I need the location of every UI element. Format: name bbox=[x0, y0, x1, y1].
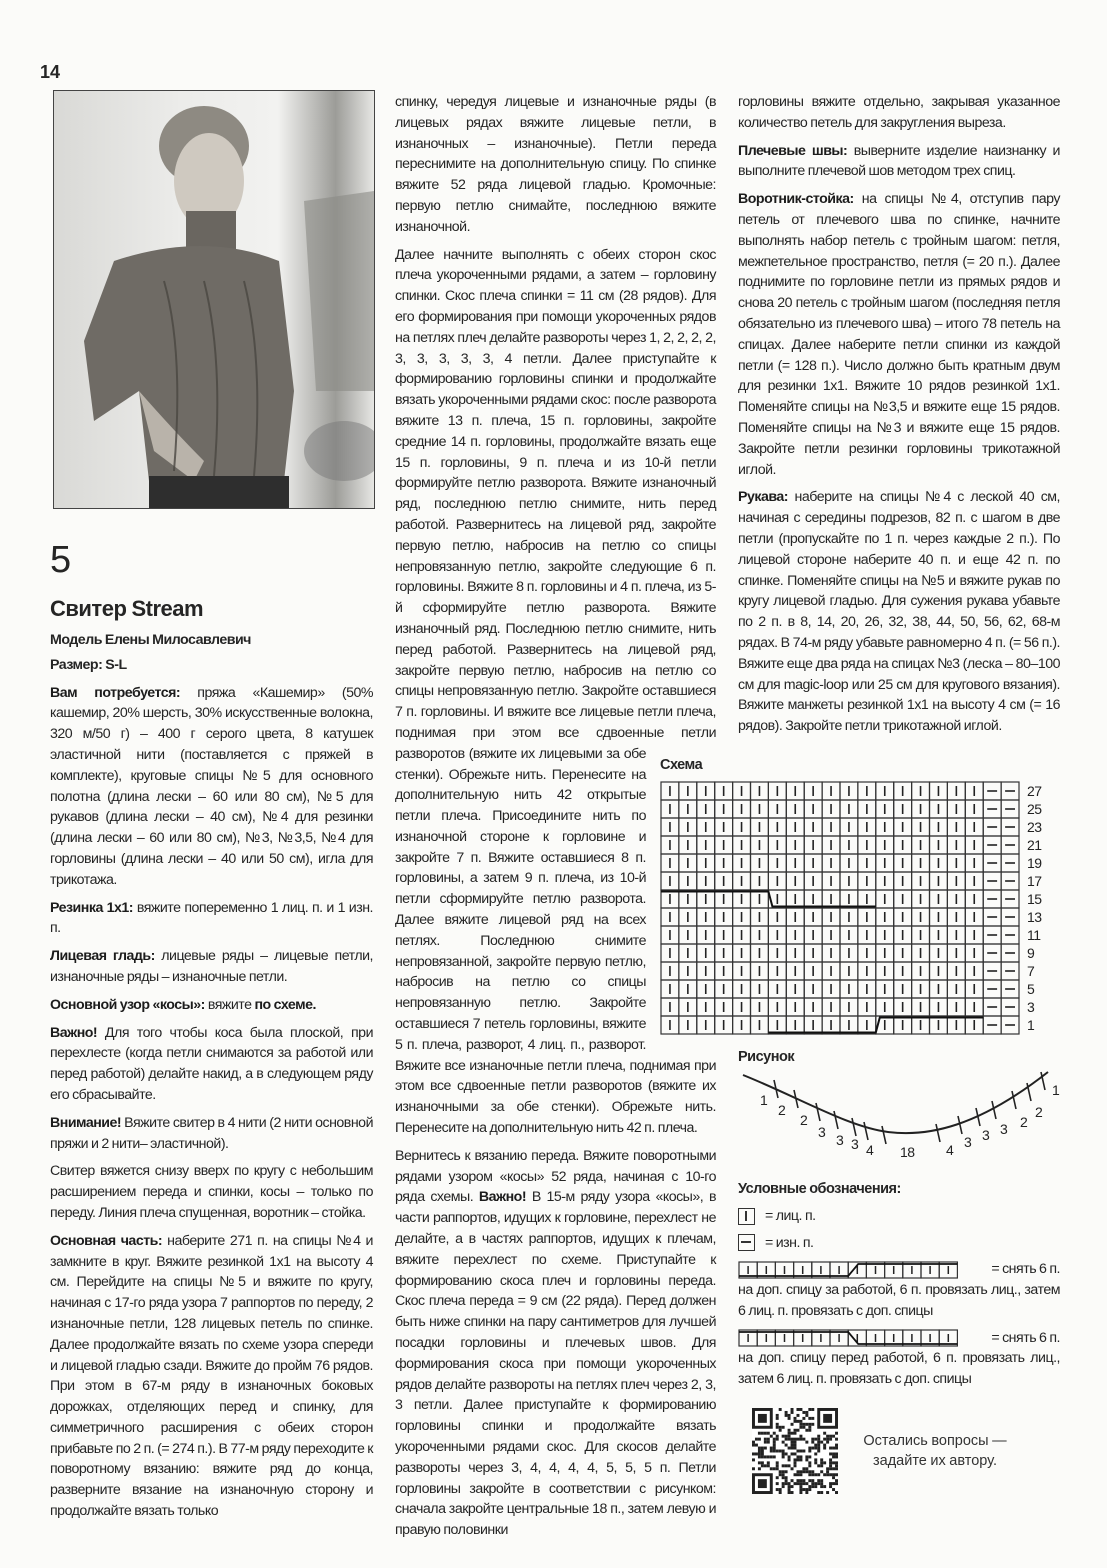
page-number: 14 bbox=[40, 62, 61, 82]
back-paragraph: спинку, чередуя лицевые и изнаночные ряды (в лицевых рядах вяжите лицевые петли, в изнаночных – изнаночные). Петли переда переснимите на дополнительную спицу. По спинке вяжите 52 ряда лицевой гладью. Кромочные: первую петлю снимайте, последнюю вяжите изнаночной. bbox=[395, 94, 716, 235]
collar-paragraph: Воротник-стойка: на спицы №4, отступив пару петель от плечевого шва по спинке, начните выполнять набор петель с тройным шагом: петля, межпетельное пространство, петля (= 20 п.). Далее поднимите по горловине петли из прямых рядов и снова 20 петель с тройным шагом (последняя петля обязательно из плечевого шва) – итого 78 петель на спицах. Далее наберите петли спинки из каждой петли (= 128 п.). Число должно быть кратным двум для резинки 1х1. Вяжите 10 рядов резинкой 1х1. Поменяйте спицы на №3,5 и вяжите еще 15 рядов. Поменяйте спицы на №3 и вяжите еще 15 рядов. Закройте петли резинки горловины трикотажной иглой. bbox=[738, 191, 1060, 478]
neckline-label: 3 bbox=[836, 1131, 844, 1148]
neckline-paragraph: горловины вяжите отдельно, закрывая указанное количество петель для закругления выреза. bbox=[738, 94, 1060, 131]
neckline-label: 4 bbox=[866, 1141, 874, 1158]
schema-title: Схема bbox=[660, 756, 703, 773]
stockinette-paragraph: Лицевая гладь: лицевые ряды – лицевые петли, изнаночные ряды – изнаночные петли. bbox=[50, 948, 373, 985]
neckline-tick bbox=[816, 1103, 820, 1121]
neckline-label: 3 bbox=[982, 1126, 990, 1143]
woman-in-sweater-image bbox=[54, 91, 374, 508]
neckline-label: 3 bbox=[818, 1123, 826, 1140]
neckline-label: 3 bbox=[851, 1135, 859, 1152]
drawing-title: Рисунок bbox=[738, 1048, 795, 1065]
neckline-label: 3 bbox=[964, 1133, 972, 1150]
row-label: 19 bbox=[1027, 854, 1042, 871]
legend-title: Условные обозначения: bbox=[738, 1180, 901, 1197]
attention-paragraph: Внимание! Вяжите свитер в 4 нити (2 нити основной пряжи и 2 нити– эластичной). bbox=[50, 1114, 373, 1152]
qr-block bbox=[738, 1408, 1060, 1494]
neckline-label: 2 bbox=[800, 1111, 808, 1128]
main-part-paragraph: Основная часть: наберите 271 п. на спицы №4 и замкните в круг. Вяжите резинкой 1х1 на высоту 4 см. Перейдите на спицы №5 и вяжите по кругу, начиная с 17-го ряда узора 7 раппортов по переду, 2 изнаночные петли, 128 лицевых петель по спинке. Далее продолжайте вязать по схеме узора спереди и лицевой гладью сзади. Вяжите до пройм 76 рядов. При этом в 67-м ряду в изнаночных боковых дорожках, отделяющих перед и спинку, для симметричного расширения с обеих сторон прибавьте по 2 п. (= 274 п.). В 77-м ряду переходите к поворотному вязанию: вяжите ряд до конца, разверните вязание на изнаночную сторону и продолжайте вязать только bbox=[50, 1232, 373, 1520]
neckline-tick bbox=[1012, 1091, 1016, 1109]
row-label: 27 bbox=[1027, 782, 1042, 799]
important-paragraph: Важно! Для того чтобы коса была плоской, при перехлесте (когда петли снимаются за работой или перед работой) делайте накид, а в следующем ряду его сбрасывайте. bbox=[50, 1024, 373, 1103]
legend bbox=[738, 1179, 1060, 1390]
rib-paragraph: Резинка 1х1: вяжите попеременно 1 лиц. п. и 1 изн. п. bbox=[50, 899, 374, 937]
model-photo bbox=[53, 90, 375, 509]
row-label: 25 bbox=[1027, 800, 1042, 817]
construction-paragraph: Свитер вяжется снизу вверх по кругу с небольшим расширением переда и спинки, косы – только по переду. Линия плеча спущенная, воротник – стойка. bbox=[50, 1163, 373, 1221]
neckline-tick bbox=[958, 1116, 962, 1134]
knit-stitch-icon bbox=[738, 1208, 755, 1225]
model-number: 5 bbox=[50, 539, 72, 581]
row-label: 3 bbox=[1027, 998, 1035, 1015]
purl-stitch-icon bbox=[738, 1234, 755, 1251]
neckline-label: 3 bbox=[1000, 1120, 1008, 1137]
knitting-chart bbox=[660, 781, 1060, 1037]
article-title: Свитер Stream bbox=[50, 596, 204, 621]
row-label: 7 bbox=[1027, 962, 1035, 979]
neckline-tick bbox=[992, 1101, 996, 1119]
legend-cable-back: = снять 6 п. на доп. спицу за работой, 6 п. провязать лиц., затем 6 лиц. п. провязать с доп. спицы bbox=[738, 1261, 1060, 1319]
neckline-label: 2 bbox=[1035, 1103, 1043, 1120]
row-label: 15 bbox=[1027, 890, 1042, 907]
neckline-tick bbox=[936, 1124, 940, 1142]
row-label: 1 bbox=[1027, 1016, 1035, 1033]
right-column bbox=[660, 92, 1060, 1494]
neckline-drawing bbox=[738, 1067, 1068, 1167]
row-label: 11 bbox=[1027, 926, 1041, 943]
row-label: 13 bbox=[1027, 908, 1042, 925]
legend-cable-front: = снять 6 п. на доп. спицу перед работой, 6 п. провязать лиц., затем 6 лиц. п. провязать с доп. спицы bbox=[738, 1329, 1060, 1388]
qr-caption: Остались вопросы — задайте их автору. bbox=[863, 1433, 1007, 1470]
neckline-tick bbox=[882, 1126, 886, 1144]
neckline-label: 2 bbox=[1020, 1113, 1028, 1130]
row-label: 21 bbox=[1027, 836, 1042, 853]
cable-back-icon bbox=[738, 1261, 960, 1279]
qr-code[interactable] bbox=[752, 1408, 838, 1494]
neckline-tick bbox=[834, 1111, 838, 1129]
cable-front-icon bbox=[738, 1329, 960, 1347]
neckline-label: 2 bbox=[778, 1101, 786, 1118]
shoulder-seams-paragraph: Плечевые швы: выверните изделие наизнанку и выполните плечевой шов методом трех спиц. bbox=[738, 142, 1060, 180]
neckline-label: 4 bbox=[946, 1141, 954, 1158]
neckline-tick bbox=[864, 1122, 868, 1140]
row-label: 23 bbox=[1027, 818, 1042, 835]
row-label: 9 bbox=[1027, 944, 1035, 961]
pattern-paragraph: Основной узор «косы»: вяжите по схеме. bbox=[50, 996, 316, 1013]
size: Размер: S-L bbox=[50, 656, 127, 673]
neckline-label: 1 bbox=[1052, 1081, 1060, 1098]
left-column bbox=[50, 596, 373, 1529]
legend-knit: = лиц. п. bbox=[738, 1206, 1060, 1227]
neckline-tick bbox=[852, 1118, 856, 1136]
author: Модель Елены Милосавлевич bbox=[50, 632, 251, 648]
materials-paragraph: Вам потребуется: пряжа «Кашемир» (50% кашемир, 20% шерсть, 30% искусственные волокна, 320 м/50 г) – 400 г серого цвета, 8 катушек эластичной нити (поставляется с пряжей в комплекте), круговые спицы №5 для основного полотна (длина лески – 60 или 80 см), №5 для рукавов (длина лески – 40 см), №4 для резинки (длина лески – 60 или 80 см), №3, №3,5, №4 для горловины (длина лески – 40 или 50 см), игла для трикотажа. bbox=[50, 684, 373, 888]
neckline-label: 1 bbox=[760, 1091, 768, 1108]
row-label: 5 bbox=[1027, 980, 1035, 997]
legend-purl: = изн. п. bbox=[738, 1233, 1060, 1254]
back-shoulder-paragraph: Далее начните выполнять с обеих сторон скос плеча укороченными рядами, а затем – горловину спинки. Скос плеча спинки = 11 см (28 рядов). Для его формирования при помощи укороченных рядов на петлях плеч делайте развороты через 1, 2, 2, 2, 2, 3, 3, 3, 3, 3, 4 петли. Далее приступайте к формированию горловины спинки и продолжайте вязать укороченными рядами скос: после разворота вяжите 13 п. плеча, 15 п. горловины, закройте средние 14 п. горловины, продолжайте вязать еще 15 п. горловины, 9 п. плеча и из 10-й петли формируйте петлю разворота. Вяжите изнаночный ряд, последнюю петлю снимите, нить перед работой. Развернитесь на лицевой ряд, закройте первую петлю, набросив на петлю со спицы непровязанную петлю, закройте следующие 6 п. горловины. Вяжите 8 п. горловины и 4 п. плеча, из 5-й сформируйте петлю разворота. Вяжите изнаночный ряд. Последнюю петлю снимите, нить перед работой. Развернитесь на лицевой ряд, закройте первую петлю, набросив на петлю со спицы непровязанную петлю. Закройте оставшиеся 7 п. горловины. И вяжите все лицевые петли плеча, поднимая при этом все сдвоенные петли разворотов (вяжите их лицевыми за обе стенки). Обрежьте нить. Перенесите на дополнительную нить 42 открытые петли плеча. Присоедините нить по изнаночной стороне к горловине и закройте 7 п. Вяжите оставшиеся 8 п. горловины, а затем 9 п. плеча, из 10-й петли сформируйте петлю разворота. Далее вяжите лицевой ряд на всех петлях. Последнюю снимите непровязанной, закройте первую петлю, набросив на петлю со спицы непровязанную петлю. Закройте оставшиеся 7 петель горловины, вяжите 5 п. плеча, разворот, 4 лиц. п., разворот. Вяжите все изнаночные петли плеча, поднимая при этом все сдвоенные петли разворотов (вяжите их изнаночными за обе стенки). Обрежьте нить. Перенесите на дополнительную нить 42 п. плеча. bbox=[395, 246, 716, 1137]
schema-block bbox=[660, 755, 1060, 1037]
sleeves-paragraph: Рукава: наберите на спицы №4 с леской 40 см, начиная с середины подрезов, 82 п. с шагом в две петли (пропускайте по 1 п. через каждые 2 п.). По лицевой стороне наберите 40 п. и еще 42 п. по спинке. Поменяйте спицы на №5 и вяжите рукав по кругу лицевой гладью. Для сужения рукава убавьте по 2 п. в 8, 14, 20, 26, 32, 38, 44, 50, 56, 62, 68-м рядах. В 74-м ряду убавьте равномерно 4 п. (= 56 п.). Вяжите еще два ряда на спицах №3 (леска – 80–100 см для magic-loop или 25 см для кругового вязания). Вяжите манжеты резинкой 1х1 на высоту 4 см (= 16 рядов). Закройте петли трикотажной иглой. bbox=[738, 489, 1060, 735]
neckline-label: 18 bbox=[900, 1143, 915, 1160]
row-label: 17 bbox=[1027, 872, 1042, 889]
front-paragraph: Вернитесь к вязанию переда. Вяжите поворотными рядами узором «косы» 52 ряда, начиная с 10-го ряда схемы. Важно! В 15-м ряду узора «косы», в части раппортов, идущих к горловине, перехлест не делайте, а в частях раппортов, идущих к плечам, вяжите перехлест по схеме. Приступайте к формированию скоса плеч и горловины переда. Скос плеча переда = 9 см (22 ряда). Перед должен быть ниже спинки на пару сантиметров для лучшей посадки горловины и плечевых швов. Для формирования скоса при помощи укороченных рядов делайте развороты на петлях плеч через 2, 3, 3 петли. Далее приступайте к формированию горловины спинки и продолжайте вязать укороченными рядами скос. Для скосов делайте развороты через 3, 4, 4, 4, 4, 5, 5, 5 п. Петли горловины закройте в соответствии с рисунком: сначала закройте центральные 18 п., затем левую и правую половинки bbox=[395, 1147, 717, 1539]
